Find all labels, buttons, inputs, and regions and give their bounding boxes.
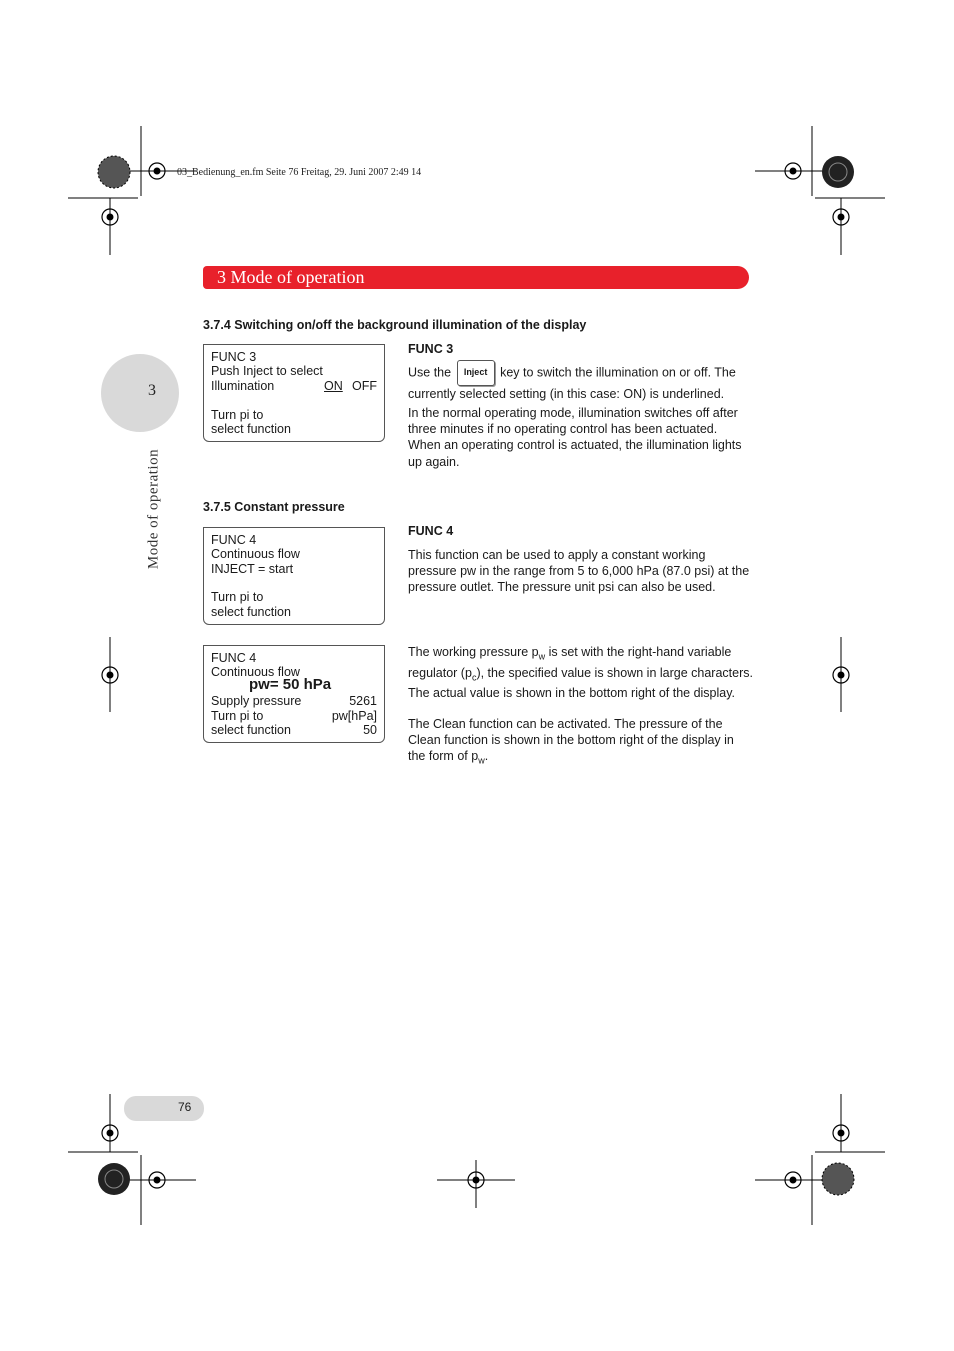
- chapter-tab-number: 3: [148, 382, 156, 399]
- text-span: Use the: [408, 365, 452, 380]
- chapter-title: 3 Mode of operation: [217, 267, 365, 287]
- display-line: Illumination: [211, 379, 275, 393]
- display-line: Turn pi to: [211, 408, 264, 422]
- func3-paragraph-1: [408, 360, 753, 402]
- display-line: select function: [211, 605, 291, 619]
- display-line: select function: [211, 723, 291, 737]
- display-clean-value: 50: [363, 723, 377, 737]
- subscript: c: [471, 672, 477, 683]
- display-line: FUNC 4: [211, 651, 257, 665]
- text-span: The working pressure p: [408, 645, 539, 659]
- func3-label: FUNC 3: [408, 342, 454, 356]
- section-heading-374: 3.7.4 Switching on/off the background illumination of the display: [203, 318, 587, 332]
- func3-paragraph-2: In the normal operating mode, illumination switches off after three minutes if no operating control has been actuated. When an operating control is actuated, the illumination lights up again.: [408, 406, 742, 469]
- text-span: is set with the right-hand variable regulator (p: [408, 645, 732, 680]
- section-heading-375: 3.7.5 Constant pressure: [203, 500, 345, 514]
- chapter-header-bar: [203, 266, 749, 289]
- chapter-tab: [101, 354, 179, 432]
- display-func4-start: [203, 527, 385, 625]
- display-off-option: OFF: [352, 379, 377, 393]
- inject-key-icon: Inject: [457, 360, 495, 386]
- display-unit: pw[hPa]: [331, 709, 377, 723]
- print-info: 03_Bedienung_en.fm Seite 76 Freitag, 29. Juni 2007 2:49 14: [177, 167, 422, 178]
- display-func3: [203, 344, 385, 442]
- text-span: key to switch the illumination on or off. The currently selected setting (in this case: ON) is underlined.: [408, 365, 736, 401]
- text-span: .: [484, 749, 489, 764]
- func4-paragraph-1: This function can be used to apply a constant working pressure pw in the range from 5 to 6,000 hPa (87.0 psi) at the pressure outlet. The pressure unit psi can also be used.: [408, 548, 750, 595]
- text-span: The Clean function can be activated. The pressure of the Clean function is shown in the bottom right of the display in the form of p: [408, 717, 734, 764]
- display-line: Push Inject to select: [211, 364, 323, 378]
- page-number: 76: [178, 1100, 192, 1114]
- display-line: select function: [211, 422, 291, 436]
- display-on-option: ON: [324, 379, 343, 393]
- display-func4-running: [203, 645, 385, 743]
- display-supply-value: 5261: [349, 694, 377, 708]
- func4-label: FUNC 4: [408, 524, 454, 538]
- subscript: w: [538, 651, 546, 662]
- display-line: Turn pi to: [211, 590, 264, 604]
- display-line: Turn pi to: [211, 709, 264, 723]
- display-line: FUNC 3: [211, 350, 257, 364]
- display-line: Continuous flow: [211, 547, 300, 561]
- display-line: FUNC 4: [211, 533, 257, 547]
- func4-paragraph-2: [408, 644, 753, 702]
- subscript: w: [478, 755, 485, 766]
- display-line: INJECT = start: [211, 562, 294, 576]
- text-span: ), the specified value is shown in large characters. The actual value is shown in the bottom right of the display.: [408, 665, 753, 701]
- display-pressure-value: pw= 50 hPa: [249, 676, 332, 693]
- display-line: Continuous flow: [211, 665, 300, 679]
- display-line: Supply pressure: [211, 694, 302, 708]
- page-number-tab: [124, 1096, 204, 1121]
- func4-paragraph-3: [408, 716, 753, 769]
- side-chapter-title: Mode of operation: [145, 448, 162, 570]
